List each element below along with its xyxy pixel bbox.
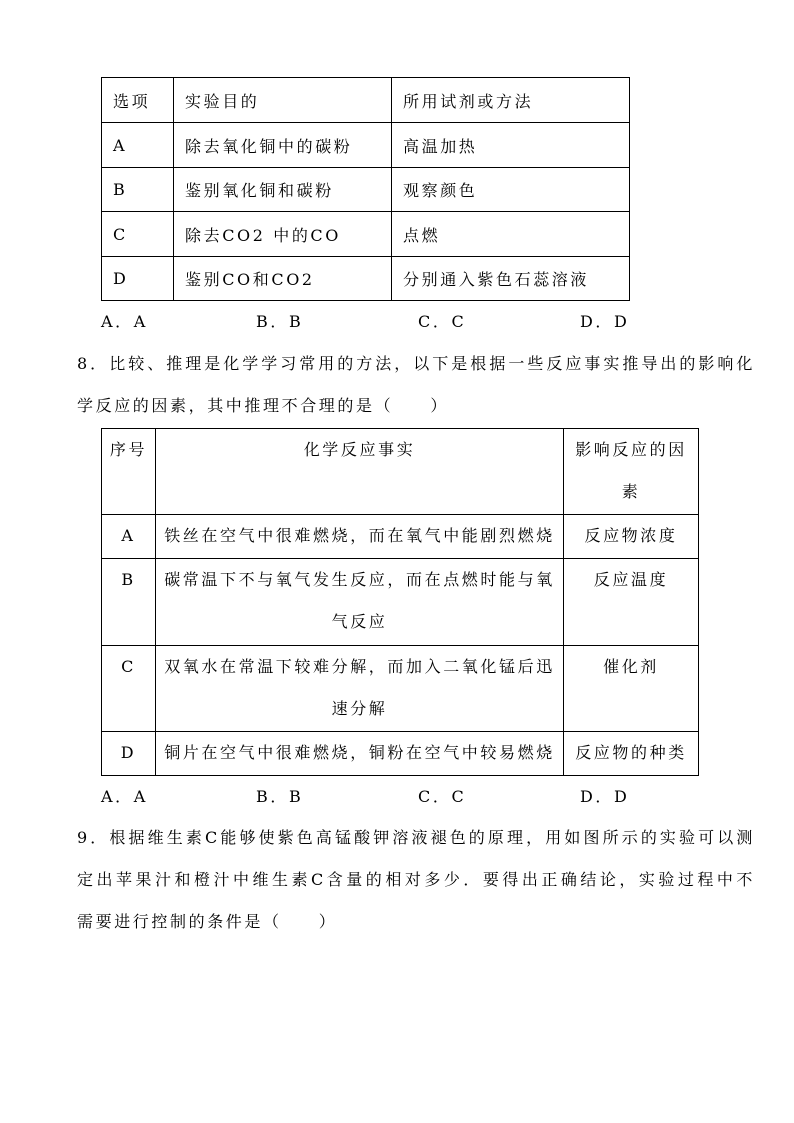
header-number: 序号 xyxy=(102,429,156,515)
header-fact: 化学反应事实 xyxy=(156,429,564,515)
header-purpose: 实验目的 xyxy=(174,78,392,123)
q8-choices xyxy=(0,776,794,818)
q9-stem-line: 9．根据维生素C能够使紫色高锰酸钾溶液褪色的原理，用如图所示的实验可以测 xyxy=(77,828,755,847)
header-option: 选项 xyxy=(102,78,174,123)
row-factor: 反应物的种类 xyxy=(564,732,699,776)
row-number: C xyxy=(102,646,156,732)
row-method: 点燃 xyxy=(392,212,630,257)
row-option: D xyxy=(102,257,174,301)
row-option: B xyxy=(102,168,174,212)
row-purpose: 鉴别CO和CO2 xyxy=(174,257,392,301)
table-row xyxy=(102,559,699,646)
row-purpose: 除去CO2 中的CO xyxy=(174,212,392,257)
q8-stem-line: 学反应的因素，其中推理不合理的是（ ） xyxy=(77,396,450,415)
row-number: D xyxy=(102,732,156,776)
row-option: A xyxy=(102,123,174,168)
table-row xyxy=(102,515,699,559)
choice-a: A．A xyxy=(101,312,148,331)
choice-b: B．B xyxy=(256,312,304,331)
row-method: 观察颜色 xyxy=(392,168,630,212)
table-row xyxy=(102,212,630,257)
table-row xyxy=(102,732,699,776)
table-row xyxy=(102,257,630,301)
q7-table xyxy=(101,77,630,301)
row-number: A xyxy=(102,515,156,559)
row-method: 高温加热 xyxy=(392,123,630,168)
choice-a: A．A xyxy=(101,787,148,806)
q9-stem-line: 定出苹果汁和橙汁中维生素C含量的相对多少．要得出正确结论，实验过程中不 xyxy=(77,870,755,889)
q8-stem-line: 8．比较、推理是化学学习常用的方法，以下是根据一些反应事实推导出的影响化 xyxy=(77,354,755,373)
choice-c: C．C xyxy=(418,787,467,806)
row-purpose: 除去氧化铜中的碳粉 xyxy=(174,123,392,168)
table-row xyxy=(102,168,630,212)
header-factor: 影响反应的因素 xyxy=(564,429,699,515)
choice-d: D．D xyxy=(580,787,630,806)
row-number: B xyxy=(102,559,156,646)
row-option: C xyxy=(102,212,174,257)
row-factor: 反应物浓度 xyxy=(564,515,699,559)
row-method: 分别通入紫色石蕊溶液 xyxy=(392,257,630,301)
row-purpose: 鉴别氧化铜和碳粉 xyxy=(174,168,392,212)
row-fact: 铁丝在空气中很难燃烧，而在氧气中能剧烈燃烧 xyxy=(156,515,564,559)
q7-choices xyxy=(0,301,794,343)
row-fact: 碳常温下不与氧气发生反应，而在点燃时能与氧气反应 xyxy=(156,559,564,646)
choice-b: B．B xyxy=(256,787,304,806)
table-header-row xyxy=(102,429,699,515)
q9-stem-line: 需要进行控制的条件是（ ） xyxy=(77,912,338,931)
q8-table xyxy=(101,428,699,776)
row-factor: 催化剂 xyxy=(564,646,699,732)
row-fact: 铜片在空气中很难燃烧，铜粉在空气中较易燃烧 xyxy=(156,732,564,776)
header-method: 所用试剂或方法 xyxy=(392,78,630,123)
choice-d: D．D xyxy=(580,312,630,331)
row-fact: 双氧水在常温下较难分解，而加入二氧化锰后迅速分解 xyxy=(156,646,564,732)
table-row xyxy=(102,123,630,168)
row-factor: 反应温度 xyxy=(564,559,699,646)
table-row xyxy=(102,646,699,732)
choice-c: C．C xyxy=(418,312,467,331)
table-header-row xyxy=(102,78,630,123)
